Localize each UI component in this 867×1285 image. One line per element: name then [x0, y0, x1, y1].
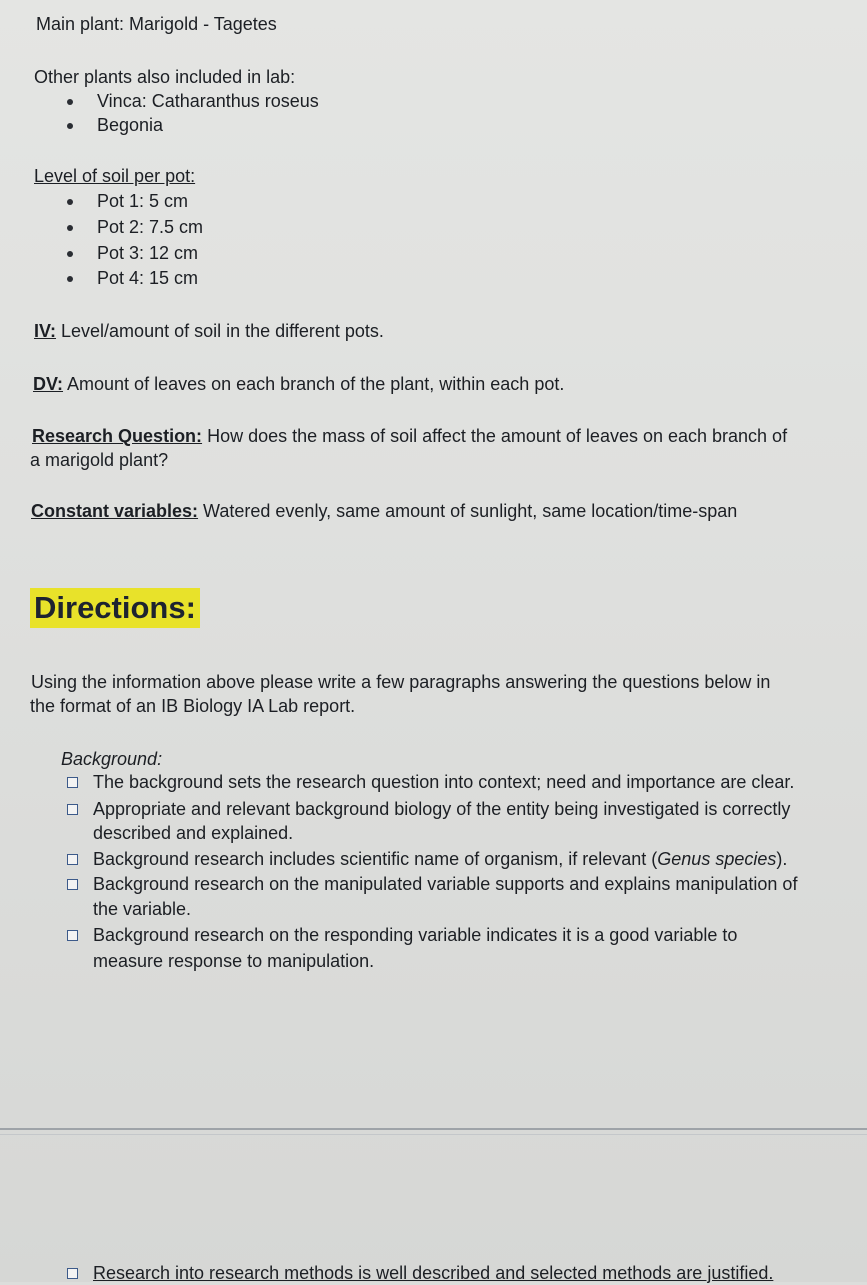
checklist-item-continuation: the variable. — [93, 899, 192, 919]
checklist-item-text-post: ). — [776, 849, 788, 869]
checklist-item-continuation: measure response to manipulation. — [93, 951, 375, 971]
directions-text-line-2: the format of an IB Biology IA Lab report. — [30, 696, 356, 716]
dv-line — [33, 373, 564, 396]
page-divider — [0, 1128, 867, 1130]
research-question-label: Research Question: — [32, 426, 203, 446]
checklist-item — [93, 924, 737, 947]
checklist-item — [93, 798, 790, 821]
checkbox-icon — [67, 1268, 78, 1279]
constant-variables-text: Watered evenly, same amount of sunlight, same location/time-span — [198, 501, 738, 521]
research-question-text: How does the mass of soil affect the amount of leaves on each branch of — [202, 426, 788, 446]
checkbox-icon — [67, 804, 78, 815]
directions-text-line-1: Using the information above please write a few paragraphs answering the questions below in — [31, 672, 771, 692]
dv-text: Amount of leaves on each branch of the plant, within each pot. — [63, 374, 565, 394]
research-question-line-2: a marigold plant? — [30, 450, 169, 470]
main-plant-line: Main plant: Marigold - Tagetes — [36, 14, 277, 34]
checklist-item-text: Background research on the manipulated variable supports and explains manipulation of — [93, 874, 798, 894]
other-plant-item: Vinca: Catharanthus roseus — [97, 91, 319, 111]
iv-label: IV: — [34, 321, 57, 341]
directions-heading: Directions: — [30, 588, 200, 628]
checklist-item — [93, 873, 797, 896]
checklist-item-text: The background sets the research question into context; need and importance are clear. — [93, 772, 795, 792]
footer-checklist-text: Research into research methods is well described and selected methods are justified. — [93, 1263, 774, 1283]
iv-line — [34, 320, 384, 343]
checklist-item-continuation: described and explained. — [93, 823, 294, 843]
other-plants-heading: Other plants also included in lab: — [34, 67, 296, 87]
checkbox-icon — [67, 879, 78, 890]
constant-variables-label: Constant variables: — [31, 501, 199, 521]
iv-text: Level/amount of soil in the different pots. — [56, 321, 384, 341]
soil-item: Pot 2: 7.5 cm — [97, 217, 204, 237]
checklist-item-text-pre: Background research includes scientific name of organism, if relevant ( — [93, 849, 658, 869]
background-heading: Background: — [61, 749, 163, 769]
soil-item: Pot 1: 5 cm — [97, 191, 189, 211]
checkbox-icon — [67, 854, 78, 865]
page-divider-shadow — [0, 1134, 867, 1135]
checklist-item-text: Appropriate and relevant background biology of the entity being investigated is correctly — [93, 799, 791, 819]
checklist-item — [93, 771, 794, 794]
checklist-item-text: Background research on the responding variable indicates it is a good variable to — [93, 925, 738, 945]
research-question-line — [32, 425, 787, 448]
other-plant-item: Begonia — [97, 115, 164, 135]
checkbox-icon — [67, 930, 78, 941]
constant-variables-line — [31, 500, 737, 523]
checkbox-icon — [67, 777, 78, 788]
soil-item: Pot 3: 12 cm — [97, 243, 199, 263]
checklist-item — [93, 848, 787, 871]
genus-species-italic: Genus species — [657, 849, 777, 869]
soil-heading: Level of soil per pot: — [34, 166, 196, 186]
dv-label: DV: — [33, 374, 64, 394]
soil-item: Pot 4: 15 cm — [97, 268, 199, 288]
